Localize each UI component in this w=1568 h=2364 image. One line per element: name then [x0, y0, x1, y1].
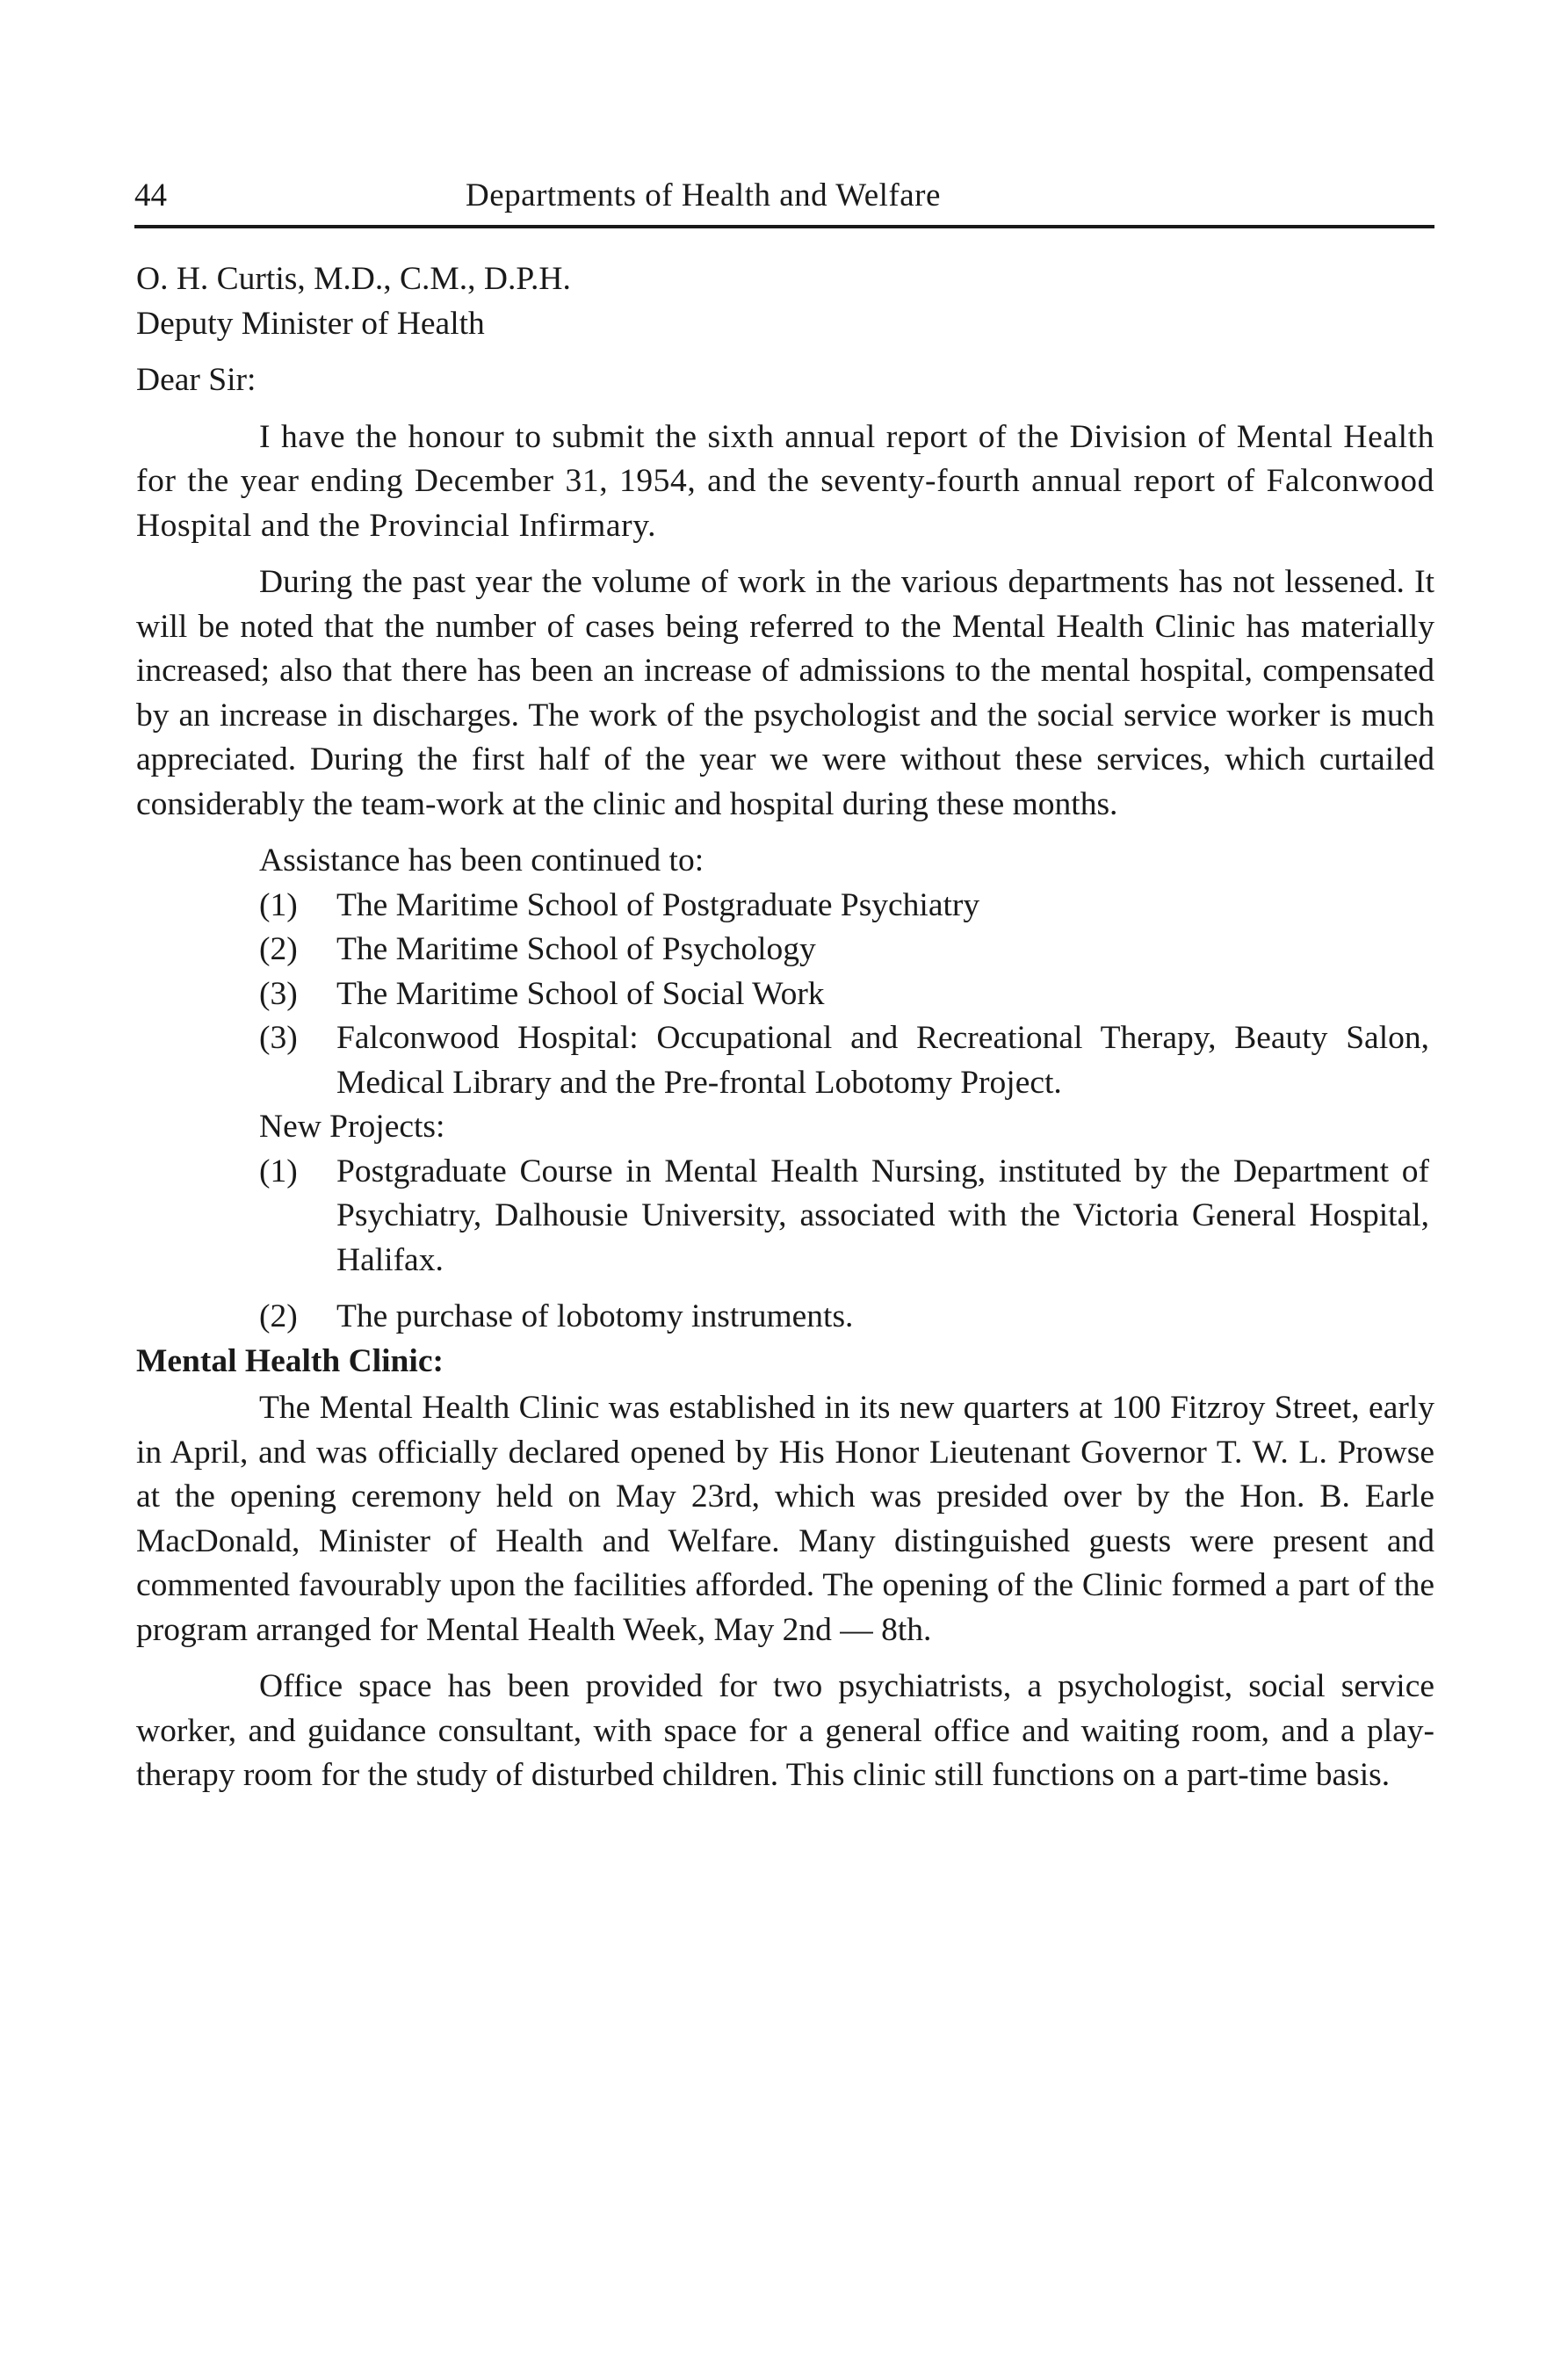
list-item-number: (1) — [259, 1153, 298, 1189]
header-rule — [134, 225, 1434, 228]
new-projects-heading: New Projects: — [259, 1109, 445, 1145]
list-item-text: The Maritime School of Postgraduate Psychiatry — [336, 886, 980, 923]
list-item — [136, 884, 1434, 929]
list-item — [136, 928, 1434, 972]
clinic-paragraph: The Mental Health Clinic was established in its new quarters at 100 Fitzroy Street, early in April, and was officially declared opened by His Honor Lieutenant Governor T. W. L. Prowse at the opening ceremony held on May 23rd, which was presided over by the Hon. B. Earle MacDonald, Minister of Health and Welfare. Many distinguished guests were present and commented favourably upon the facilities afforded. The opening of the Clinic formed a part of the program arranged for Mental Health Week, May 2nd — 8th. — [136, 1390, 1434, 1648]
salutation: Dear Sir: — [136, 362, 257, 398]
running-title: Departments of Health and Welfare — [466, 177, 941, 213]
page-number: 44 — [134, 177, 167, 213]
list-item-number: (3) — [259, 975, 298, 1012]
past-year-paragraph: During the past year the volume of work in the various departments has not lessened. It will be noted that the number of cases being referred to the Mental Health Clinic has materially increased; also that there has been an increase of admissions to the mental hospital, compensated by an increase in discharges. The work of the psychologist and the social service worker is much appreciated. During the first half of the year we were without these services, which curtailed considerably the team-work at the clinic and hospital during these months. — [136, 564, 1434, 822]
office-space-paragraph: Office space has been provided for two psychiatrists, a psychologist, social service worker, and guidance consultant, with space for a general office and waiting room, and a play-therapy room for the study of disturbed children. This clinic still functions on a part-time basis. — [136, 1668, 1434, 1793]
section-heading: Mental Health Clinic: — [136, 1342, 444, 1379]
list-item-number: (2) — [259, 1298, 298, 1334]
spacer — [136, 346, 1434, 358]
list-item — [136, 1295, 1434, 1340]
list-item-text: Falconwood Hospital: Occupational and Recreational Therapy, Beauty Salon, Medical Library and the Pre-frontal Lobotomy Project. — [336, 1020, 1429, 1101]
list-item — [136, 1016, 1434, 1105]
addressee-name: O. H. Curtis, M.D., C.M., D.P.H. — [136, 261, 571, 297]
list-item-number: (1) — [259, 886, 298, 923]
assistance-list — [136, 884, 1434, 1106]
addressee-title: Deputy Minister of Health — [136, 305, 485, 342]
list-item-text: The purchase of lobotomy instruments. — [336, 1298, 854, 1334]
list-item — [136, 1150, 1434, 1283]
page-header — [134, 170, 1434, 222]
report-body — [136, 257, 1434, 1811]
list-item-text: The Maritime School of Social Work — [336, 975, 825, 1012]
list-item — [136, 972, 1434, 1017]
list-item-text: Postgraduate Course in Mental Health Nursing, instituted by the Department of Psychiatry, Dalhousie University, associated with the Victoria General Hospital, Halifax. — [336, 1153, 1429, 1278]
intro-paragraph: I have the honour to submit the sixth annual report of the Division of Mental Health for the year ending December 31, 1954, and the seventy-fourth annual report of Falconwood Hospital and the Provincial Infirmary. — [136, 418, 1434, 544]
list-item-text: The Maritime School of Psychology — [336, 931, 816, 967]
new-projects-list — [136, 1150, 1434, 1340]
assistance-heading: Assistance has been continued to: — [259, 842, 705, 878]
list-item-number: (3) — [259, 1020, 298, 1056]
list-item-number: (2) — [259, 931, 298, 967]
